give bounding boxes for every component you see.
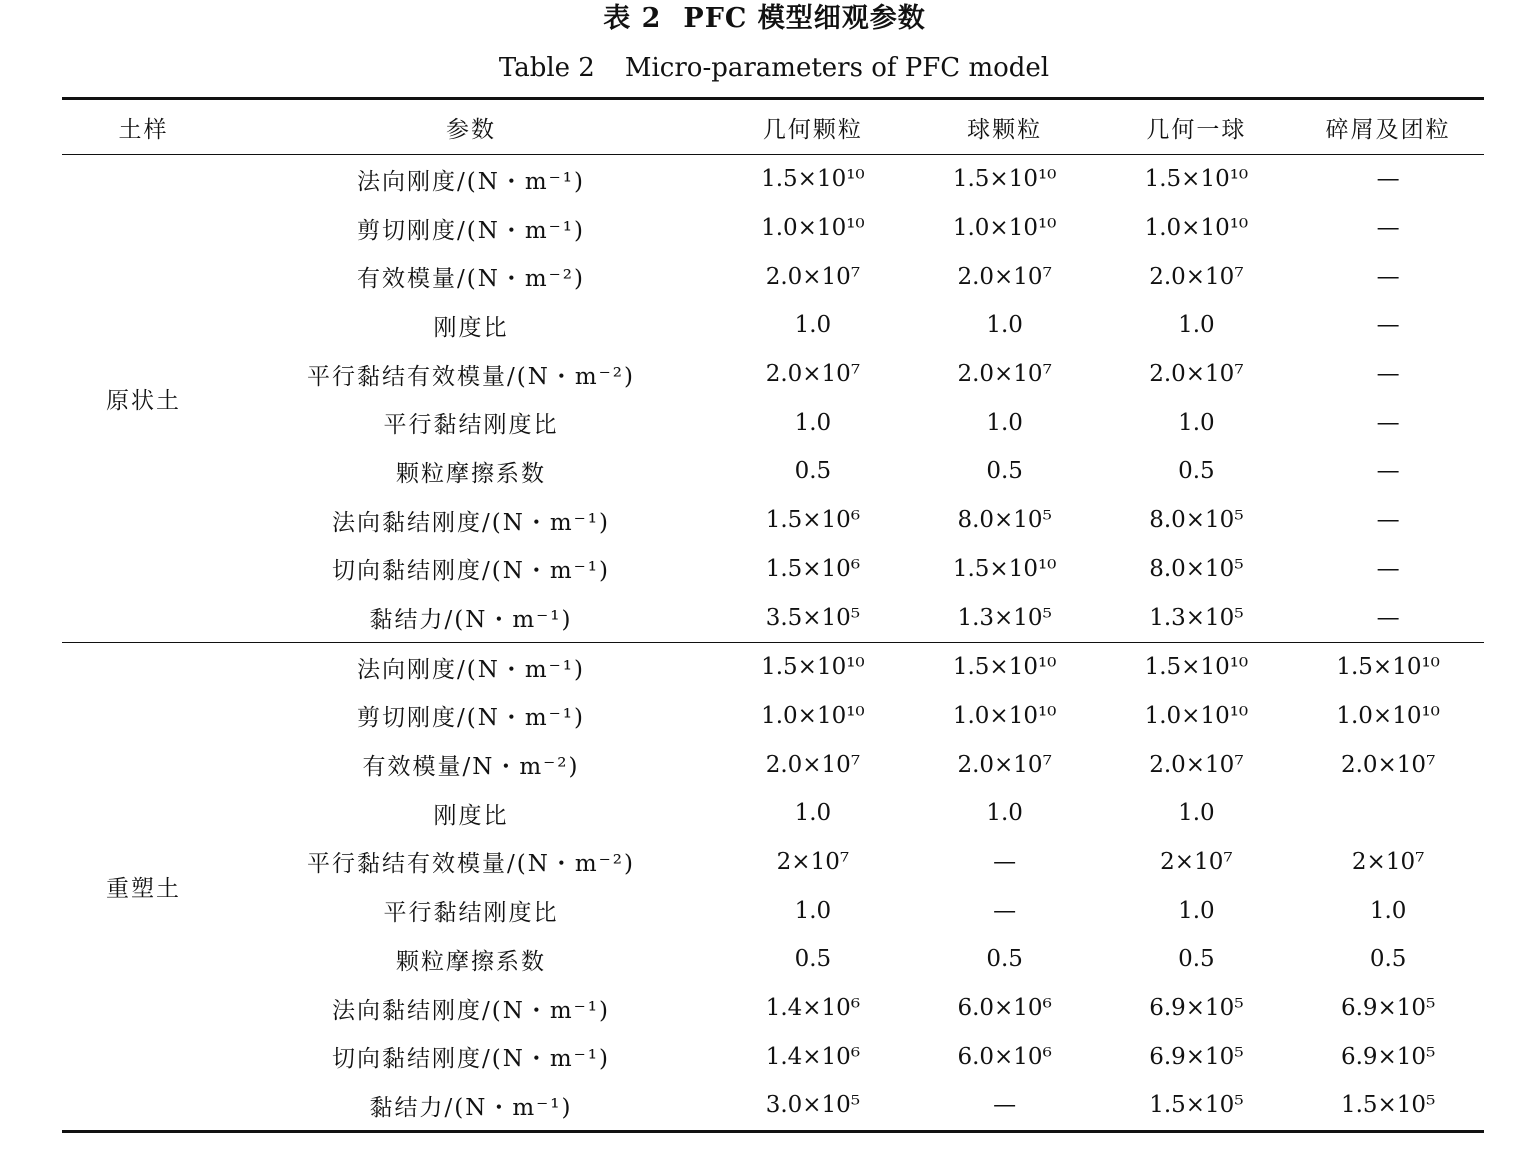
value-cell: 6.0×10⁶	[957, 1043, 1052, 1070]
value-cell	[1292, 789, 1484, 838]
value-cell: 1.0×10¹⁰	[1144, 702, 1249, 729]
value-cell: 2.0×10⁷	[765, 263, 861, 290]
value-cell: 1.5×10⁶	[765, 507, 861, 534]
value-cell: 2.0×10⁷	[1340, 751, 1436, 778]
table-row	[62, 155, 1484, 204]
value-cell: —	[1376, 507, 1400, 534]
value-cell: 0.5	[986, 946, 1023, 973]
value-cell: —	[1376, 555, 1400, 582]
table-row	[62, 204, 1484, 253]
table-row	[62, 496, 1484, 545]
param-name-cell: 平行黏结有效模量/(N・m⁻²)	[307, 363, 635, 390]
table-row	[62, 398, 1484, 447]
value-cell: 1.5×10⁵	[1292, 1081, 1484, 1131]
value-cell: 2.0×10⁷	[957, 361, 1052, 388]
value-cell: 2×10⁷	[1160, 848, 1233, 875]
param-name-cell: 黏结力/(N・m⁻¹)	[225, 593, 717, 642]
soil-group-undisturbed	[62, 155, 1484, 643]
param-name-cell: 黏结力/(N・m⁻¹)	[225, 1081, 717, 1131]
value-cell: —	[909, 1081, 1101, 1131]
value-cell: 3.5×10⁵	[717, 593, 909, 642]
value-cell: 2.0×10⁷	[957, 263, 1052, 290]
value-cell: 2.0×10⁷	[957, 751, 1052, 778]
param-name-cell: 平行黏结有效模量/(N・m⁻²)	[307, 851, 635, 878]
value-cell: 1.5×10¹⁰	[1144, 166, 1249, 193]
value-cell: 1.5×10¹⁰	[952, 166, 1057, 193]
value-cell: —	[1376, 215, 1400, 242]
value-cell: 1.5×10¹⁰	[761, 166, 865, 193]
value-cell: 1.4×10⁶	[765, 1043, 861, 1070]
table-row	[62, 935, 1484, 984]
value-cell: 6.9×10⁵	[1149, 1043, 1244, 1070]
caption-en-label: Table 2	[498, 53, 595, 83]
value-cell: —	[1376, 166, 1400, 193]
value-cell: 1.5×10¹⁰	[761, 654, 865, 681]
table-row	[62, 838, 1484, 887]
value-cell: 6.9×10⁵	[1149, 995, 1244, 1022]
table-caption-cn	[0, 0, 1529, 38]
table-row	[62, 789, 1484, 838]
param-name-cell: 有效模量/N・m⁻²)	[362, 754, 580, 781]
value-cell: 1.5×10⁵	[1101, 1081, 1293, 1131]
table-row	[62, 886, 1484, 935]
table-row	[62, 1032, 1484, 1081]
micro-parameters-table	[62, 97, 1484, 1133]
value-cell: 1.0	[1369, 897, 1407, 924]
value-cell: 1.5×10¹⁰	[1144, 654, 1249, 681]
table-row	[62, 447, 1484, 496]
value-cell: 2.0×10⁷	[1149, 751, 1244, 778]
value-cell: 1.0	[1178, 897, 1215, 924]
value-cell: 1.5×10¹⁰	[952, 555, 1057, 582]
value-cell: 1.0	[1178, 409, 1215, 436]
soil-group-remolded	[62, 642, 1484, 1131]
value-cell: 0.5	[1178, 458, 1215, 485]
value-cell: 1.0	[986, 312, 1023, 339]
caption-cn-title: PFC 模型细观参数	[683, 3, 926, 34]
value-cell: 0.5	[1178, 946, 1215, 973]
value-cell: 6.0×10⁶	[957, 995, 1052, 1022]
value-cell: 1.0×10¹⁰	[761, 702, 865, 729]
value-cell: 6.9×10⁵	[1340, 1043, 1436, 1070]
param-name-cell: 切向黏结刚度/(N・m⁻¹)	[332, 558, 610, 585]
table-row	[62, 545, 1484, 594]
param-name-cell: 法向刚度/(N・m⁻¹)	[357, 168, 585, 195]
param-name-cell: 法向黏结刚度/(N・m⁻¹)	[332, 509, 610, 536]
value-cell: 1.0	[794, 897, 832, 924]
table-row	[62, 301, 1484, 350]
param-name-cell: 剪切刚度/(N・m⁻¹)	[357, 705, 585, 732]
value-cell: 1.0	[794, 312, 832, 339]
value-cell: 2.0×10⁷	[765, 751, 861, 778]
column-header: 碎屑及团粒	[1292, 99, 1484, 155]
value-cell: —	[1292, 593, 1484, 642]
value-cell: —	[993, 897, 1017, 924]
value-cell: —	[1376, 361, 1400, 388]
value-cell: 1.5×10⁶	[765, 555, 861, 582]
column-header: 几何颗粒	[717, 99, 909, 155]
value-cell: —	[1376, 458, 1400, 485]
value-cell: 1.3×10⁵	[909, 593, 1101, 642]
value-cell: 2×10⁷	[776, 848, 850, 875]
value-cell: 1.5×10¹⁰	[1336, 654, 1440, 681]
param-name-cell: 刚度比	[433, 314, 509, 341]
table-row	[62, 350, 1484, 399]
param-name-cell: 切向黏结刚度/(N・m⁻¹)	[332, 1046, 610, 1073]
value-cell: 1.0×10¹⁰	[952, 215, 1057, 242]
value-cell: 3.0×10⁵	[717, 1081, 909, 1131]
value-cell: 1.0	[986, 409, 1023, 436]
value-cell: 8.0×10⁵	[1149, 507, 1244, 534]
param-name-cell: 剪切刚度/(N・m⁻¹)	[357, 217, 585, 244]
value-cell: 8.0×10⁵	[1149, 555, 1244, 582]
column-header: 几何一球	[1101, 99, 1293, 155]
value-cell: 1.0	[794, 409, 832, 436]
table-row	[62, 642, 1484, 691]
table-caption-en	[0, 50, 1529, 86]
value-cell: 1.0×10¹⁰	[1336, 702, 1440, 729]
table-row	[62, 740, 1484, 789]
value-cell: 0.5	[794, 946, 832, 973]
value-cell: —	[1376, 263, 1400, 290]
value-cell: 1.5×10¹⁰	[952, 654, 1057, 681]
value-cell: 1.0	[1178, 800, 1215, 827]
value-cell: 0.5	[1369, 946, 1407, 973]
value-cell: 1.0×10¹⁰	[1144, 215, 1249, 242]
table-row	[62, 593, 1484, 642]
value-cell: 0.5	[794, 458, 832, 485]
table-row	[62, 984, 1484, 1033]
column-header: 参数	[225, 99, 717, 155]
param-name-cell: 法向刚度/(N・m⁻¹)	[357, 656, 585, 683]
value-cell: —	[1376, 409, 1400, 436]
soil-type-cell: 原状土	[62, 155, 225, 643]
table-header-row	[62, 99, 1484, 155]
value-cell: 2×10⁷	[1351, 848, 1425, 875]
value-cell: 1.0×10¹⁰	[952, 702, 1057, 729]
value-cell: 1.3×10⁵	[1101, 593, 1293, 642]
value-cell: 2.0×10⁷	[765, 361, 861, 388]
value-cell: 2.0×10⁷	[1149, 361, 1244, 388]
value-cell: 0.5	[986, 458, 1023, 485]
column-header: 土样	[62, 99, 225, 155]
soil-type-cell: 重塑土	[62, 642, 225, 1131]
caption-en-title: Micro-parameters of PFC model	[624, 53, 1050, 83]
param-name-cell: 颗粒摩擦系数	[396, 460, 546, 487]
param-name-cell: 有效模量/(N・m⁻²)	[357, 266, 585, 293]
table-row	[62, 692, 1484, 741]
value-cell: 1.0	[986, 800, 1023, 827]
value-cell: 1.0	[794, 800, 832, 827]
param-name-cell: 法向黏结刚度/(N・m⁻¹)	[332, 997, 610, 1024]
value-cell: 2.0×10⁷	[1149, 263, 1244, 290]
column-header: 球颗粒	[909, 99, 1101, 155]
param-name-cell: 平行黏结刚度比	[383, 900, 559, 927]
value-cell: 1.0	[1178, 312, 1215, 339]
param-name-cell: 颗粒摩擦系数	[396, 948, 546, 975]
caption-cn-label: 表 2	[603, 3, 662, 34]
value-cell: —	[1376, 312, 1400, 339]
value-cell: 1.0×10¹⁰	[761, 215, 865, 242]
value-cell: 1.4×10⁶	[765, 995, 861, 1022]
param-name-cell: 刚度比	[433, 802, 509, 829]
value-cell: 6.9×10⁵	[1340, 995, 1436, 1022]
value-cell: —	[993, 848, 1017, 875]
param-name-cell: 平行黏结刚度比	[383, 412, 559, 439]
table-row	[62, 1081, 1484, 1131]
value-cell: 8.0×10⁵	[957, 507, 1052, 534]
table-row	[62, 252, 1484, 301]
